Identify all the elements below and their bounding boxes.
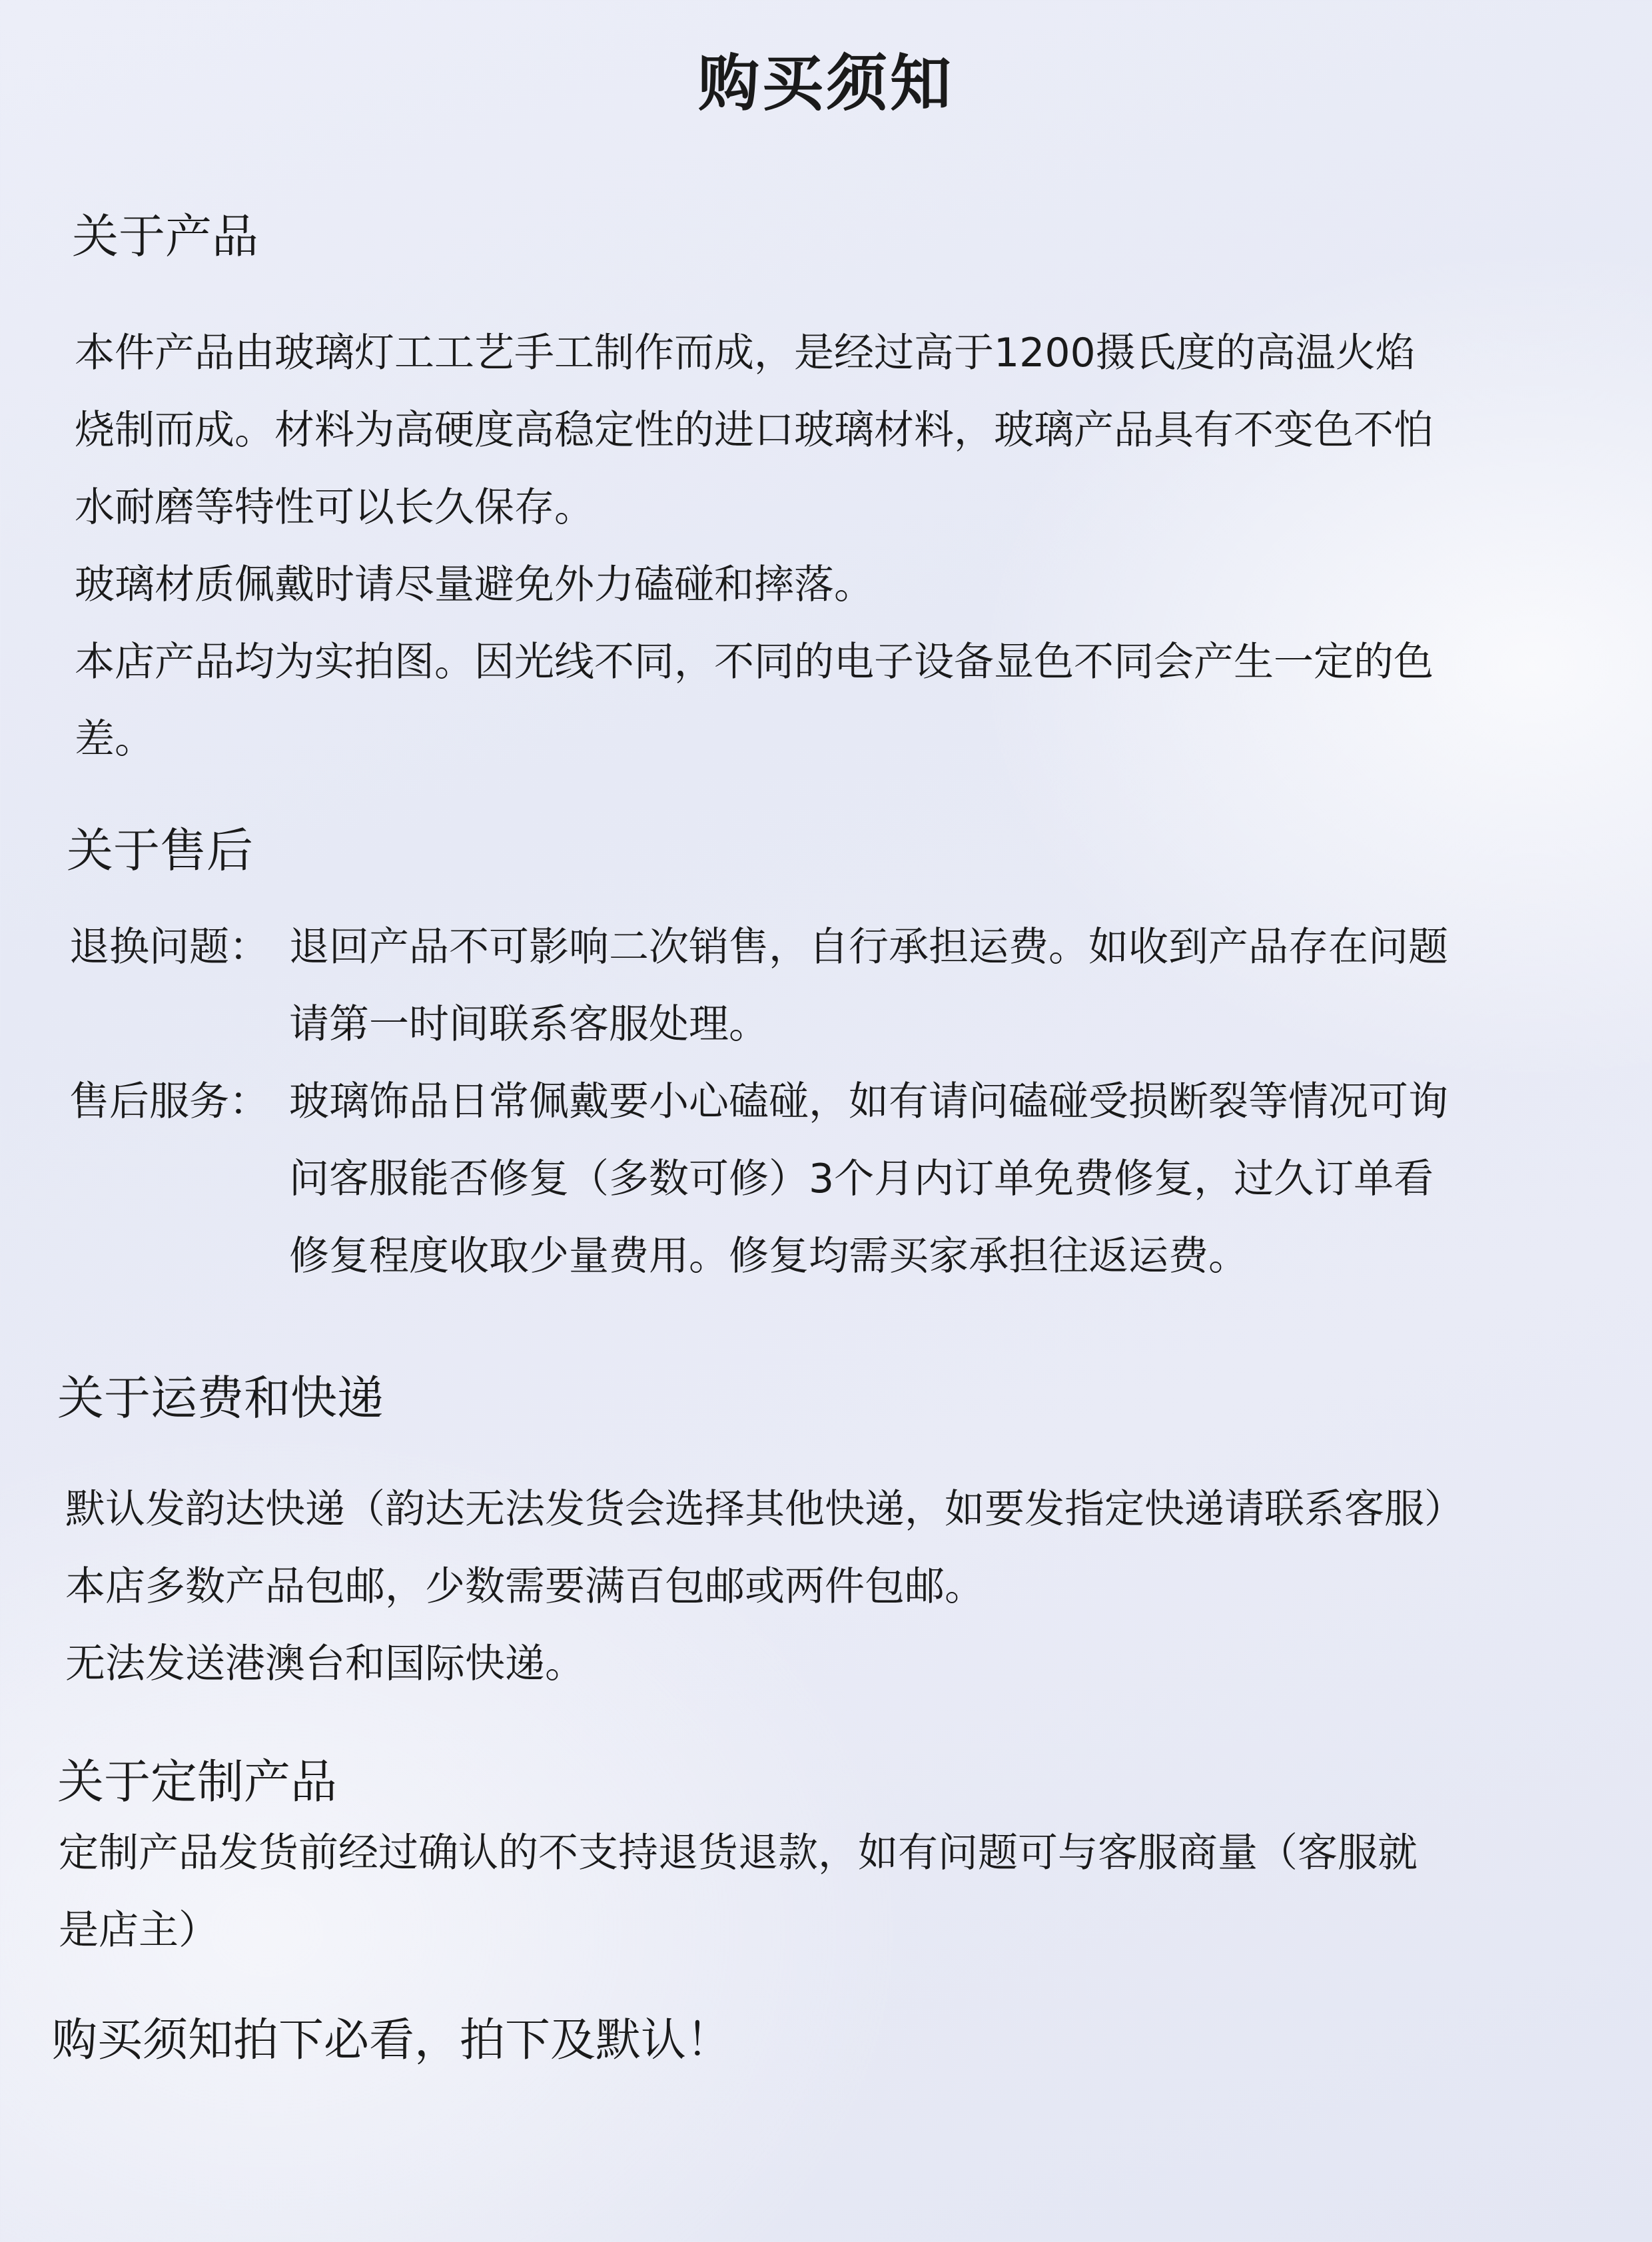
text-line: 烧制而成。材料为高硬度高稳定性的进口玻璃材料，玻璃产品具有不变色不怕 (75, 407, 1434, 454)
text-line: 无法发送港澳台和国际快递。 (65, 1641, 585, 1687)
text-line: 本店产品均为实拍图。因光线不同，不同的电子设备显色不同会产生一定的色 (75, 639, 1434, 685)
text-line: 玻璃材质佩戴时请尽量避免外力磕碰和摔落。 (75, 561, 874, 608)
aftersale-item-label: 售后服务： (69, 1078, 269, 1125)
text-line: 修复程度收取少量费用。修复均需买家承担往返运费。 (289, 1233, 1248, 1280)
text-line: 水耐磨等特性可以长久保存。 (75, 484, 594, 531)
text-line: 默认发韵达快递（韵达无法发货会选择其他快递，如要发指定快递请联系客服） (65, 1486, 1464, 1533)
section-heading-custom: 关于定制产品 (57, 1754, 337, 1809)
page-title: 购买须知 (697, 48, 954, 119)
text-line: 本店多数产品包邮，少数需要满百包邮或两件包邮。 (65, 1563, 985, 1610)
aftersale-item-label: 退换问题： (69, 924, 269, 970)
section-body-product (75, 314, 1607, 778)
text-line: 玻璃饰品日常佩戴要小心磕碰，如有请问磕碰受损断裂等情况可询 (289, 1078, 1448, 1125)
text-line: 是店主） (59, 1907, 218, 1954)
text-line: 退回产品不可影响二次销售，自行承担运费。如收到产品存在问题 (289, 924, 1448, 970)
section-heading-shipping: 关于运费和快递 (57, 1371, 384, 1425)
section-heading-aftersale: 关于售后 (67, 823, 253, 878)
section-body-custom (59, 1814, 1591, 1969)
aftersale-item-text (289, 1063, 1652, 1295)
footer-notice: 购买须知拍下必看，拍下及默认！ (52, 2014, 732, 2067)
text-line: 定制产品发货前经过确认的不支持退货退款，如有问题可与客服商量（客服就 (59, 1830, 1418, 1876)
text-line: 本件产品由玻璃灯工工艺手工制作而成，是经过高于1200摄氏度的高温火焰 (75, 330, 1416, 376)
text-line: 问客服能否修复（多数可修）3个月内订单免费修复，过久订单看 (289, 1156, 1434, 1202)
aftersale-item-text (289, 909, 1652, 1063)
text-line: 请第一时间联系客服处理。 (289, 1001, 769, 1048)
text-line: 差。 (75, 716, 155, 763)
section-body-shipping (65, 1471, 1597, 1702)
section-heading-product: 关于产品 (72, 209, 258, 264)
